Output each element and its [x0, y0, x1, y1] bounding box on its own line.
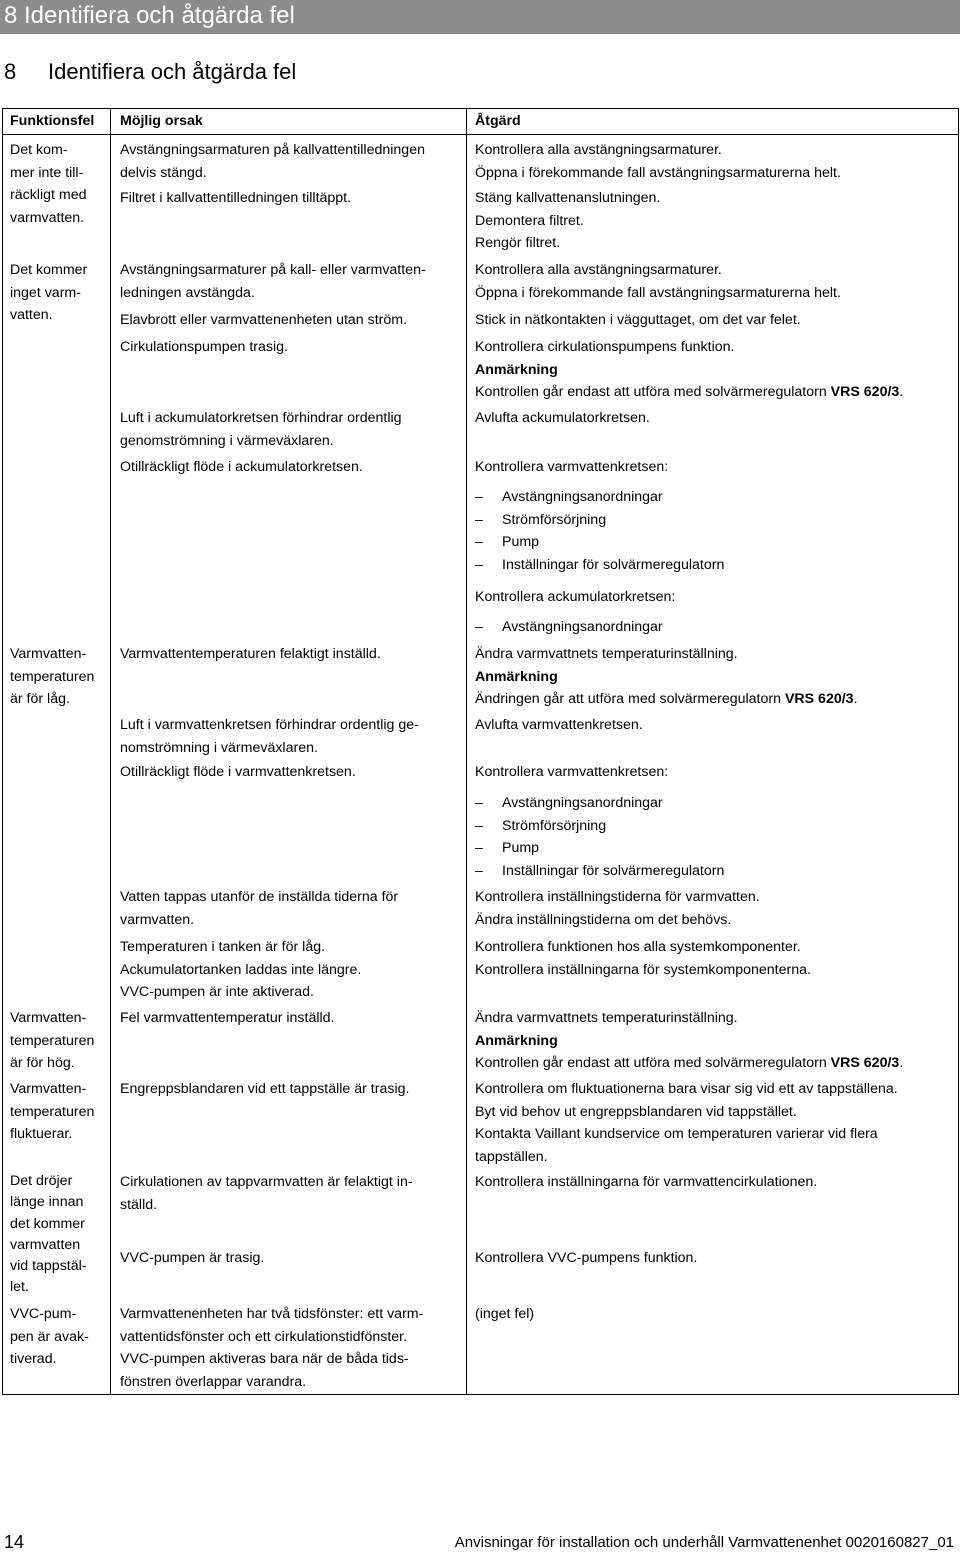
action-3: Kontrollera alla avstängningsarmaturer. Öppna i förekommande fall avstängningsarmaturerna helt. [475, 262, 841, 301]
table-border-top [2, 108, 959, 109]
action-15: Kontrollera inställningarna för varmvattencirkulationen. [475, 1174, 818, 1190]
action-9: Avlufta varmvattenkretsen. [475, 717, 643, 733]
check-list-2 [475, 616, 663, 639]
list-item: – Avstängningsanordningar [475, 619, 663, 635]
fault-vvc-pump-deactivated: VVC-pum- pen är avak- tiverad. [10, 1306, 89, 1367]
table-border-left [2, 108, 3, 1395]
action-12: Kontrollera funktionen hos alla systemkomponenter. Kontrollera inställningarna för systemkomponenterna. [475, 939, 811, 978]
chapter-banner [0, 0, 960, 34]
list-item: – Avstängningsanordningar [475, 795, 663, 811]
list-item: – Avstängningsanordningar [475, 489, 663, 505]
list-item: – Inställningar för solvärmeregulatorn [475, 556, 725, 573]
column-divider-1 [110, 108, 111, 1395]
check-list-1 [475, 486, 724, 576]
cause-14: Engreppsblandaren vid ett tappställe är trasig. [120, 1081, 410, 1097]
list-item: – Strömförsörjning [475, 511, 607, 528]
cause-7: Otillräckligt flöde i ackumulatorkretsen. [120, 459, 363, 475]
cause-10: Otillräckligt flöde i varmvattenkretsen. [120, 764, 356, 780]
note-label: Anmärkning [475, 1032, 558, 1049]
fault-not-enough-hot-water: Det kom- mer inte till- räckligt med varmvatten. [10, 142, 87, 226]
action-10: Kontrollera varmvattenkretsen: [475, 764, 669, 780]
action-13: Ändra varmvattnets temperaturinställning. Anmärkning Kontrollen går endast att utföra med solvärmeregulatorn VRS 620/3. [475, 1007, 903, 1075]
cause-9: Luft i varmvattenkretsen förhindrar ordentlig ge- nomströmning i värmeväxlaren. [120, 717, 419, 756]
cause-11: Vatten tappas utanför de inställda tiderna för varmvatten. [120, 889, 399, 928]
fault-temp-fluctuates: Varmvatten- temperaturen fluktuerar. [10, 1081, 95, 1142]
column-divider-2 [466, 108, 467, 1395]
footer-text: Anvisningar för installation och underhåll Varmvattenenhet 0020160827_01 [454, 1534, 954, 1551]
note-text: Ändringen går att utföra med solvärmeregulatorn VRS 620/3. [475, 691, 858, 707]
cause-8: Varmvattentemperaturen felaktigt inställd. [120, 646, 381, 662]
chapter-banner-title: 8 Identifiera och åtgärda fel [4, 2, 295, 29]
table-border-right [958, 108, 959, 1395]
cause-15: Cirkulationen av tappvarmvatten är felaktigt in- ställd. [120, 1174, 413, 1213]
list-item: – Inställningar för solvärmeregulatorn [475, 862, 725, 879]
action-8: Ändra varmvattnets temperaturinställning. Anmärkning Ändringen går att utföra med solvärmeregulatorn VRS 620/3. [475, 643, 858, 711]
cause-1: Avstängningsarmaturen på kallvattentilledningen delvis stängd. [120, 142, 425, 181]
cause-5: Cirkulationspumpen trasig. [120, 339, 288, 355]
fault-no-hot-water: Det kommer inget varm- vatten. [10, 262, 88, 323]
action-17: (inget fel) [475, 1306, 535, 1322]
section-number: 8 [4, 59, 17, 84]
page-number: 14 [4, 1532, 25, 1552]
fault-temp-too-low: Varmvatten- temperaturen är för låg. [10, 646, 95, 707]
cause-16: VVC-pumpen är trasig. [120, 1250, 265, 1266]
action-6: Avlufta ackumulatorkretsen. [475, 410, 650, 426]
header-fault: Funktionsfel [10, 113, 95, 129]
cause-13: Fel varmvattentemperatur inställd. [120, 1010, 335, 1026]
note-label: Anmärkning [475, 361, 558, 378]
action-14: Kontrollera om fluktuationerna bara visar sig vid ett av tappställena. Byt vid behov ut engreppsblandaren vid tappstället. Kontakta Vaillant kundservice om temperaturen varierar vid flera tappställen. [475, 1081, 898, 1165]
list-item: – Strömförsörjning [475, 817, 607, 834]
fault-temp-too-high: Varmvatten- temperaturen är för hög. [10, 1010, 95, 1071]
list-item: – Pump [475, 534, 540, 550]
action-7b: Kontrollera ackumulatorkretsen: [475, 589, 676, 605]
page-title [4, 59, 296, 85]
header-action: Åtgärd [475, 113, 521, 129]
action-1: Kontrollera alla avstängningsarmaturer. Öppna i förekommande fall avstängningsarmaturerna helt. [475, 142, 841, 181]
table-border-bottom [2, 1394, 959, 1395]
header-cause: Möjlig orsak [120, 113, 203, 129]
fault-slow-hot-water: Det dröjer länge innan det kommer varmvatten vid tappstäl- let. [10, 1173, 87, 1296]
action-11: Kontrollera inställningstiderna för varmvatten. Ändra inställningstiderna om det behövs. [475, 889, 760, 928]
check-list-3 [475, 792, 724, 882]
cause-4: Elavbrott eller varmvattenenheten utan ström. [120, 312, 408, 328]
section-title: Identifiera och åtgärda fel [48, 59, 297, 84]
cause-6: Luft i ackumulatorkretsen förhindrar ordentlig genomströmning i värmeväxlaren. [120, 410, 402, 449]
action-5: Kontrollera cirkulationspumpens funktion. Anmärkning Kontrollen går endast att utföra med solvärmeregulatorn VRS 620/3. [475, 336, 903, 404]
cause-2: Filtret i kallvattentilledningen tilltäppt. [120, 190, 352, 206]
cause-12: Temperaturen i tanken är för låg. Ackumulatortanken laddas inte längre. VVC-pumpen är inte aktiverad. [120, 939, 362, 1000]
table-header-divider [2, 134, 959, 135]
action-16: Kontrollera VVC-pumpens funktion. [475, 1250, 698, 1266]
list-item: – Pump [475, 840, 540, 856]
note-label: Anmärkning [475, 668, 558, 685]
action-2: Stäng kallvattenanslutningen. Demontera filtret. Rengör filtret. [475, 190, 661, 251]
action-7: Kontrollera varmvattenkretsen: [475, 459, 669, 475]
note-text: Kontrollen går endast att utföra med solvärmeregulatorn VRS 620/3. [475, 384, 904, 400]
cause-17: Varmvattenenheten har två tidsfönster: ett varm- vattentidsfönster och ett cirkulationstidfönster. VVC-pumpen aktiveras bara när de båda tids- fönstren överlappar varandra. [120, 1306, 424, 1390]
action-4: Stick in nätkontakten i vägguttaget, om det var felet. [475, 312, 801, 328]
note-text: Kontrollen går endast att utföra med solvärmeregulatorn VRS 620/3. [475, 1055, 904, 1071]
cause-3: Avstängningsarmaturer på kall- eller varmvatten- ledningen avstängda. [120, 262, 426, 301]
